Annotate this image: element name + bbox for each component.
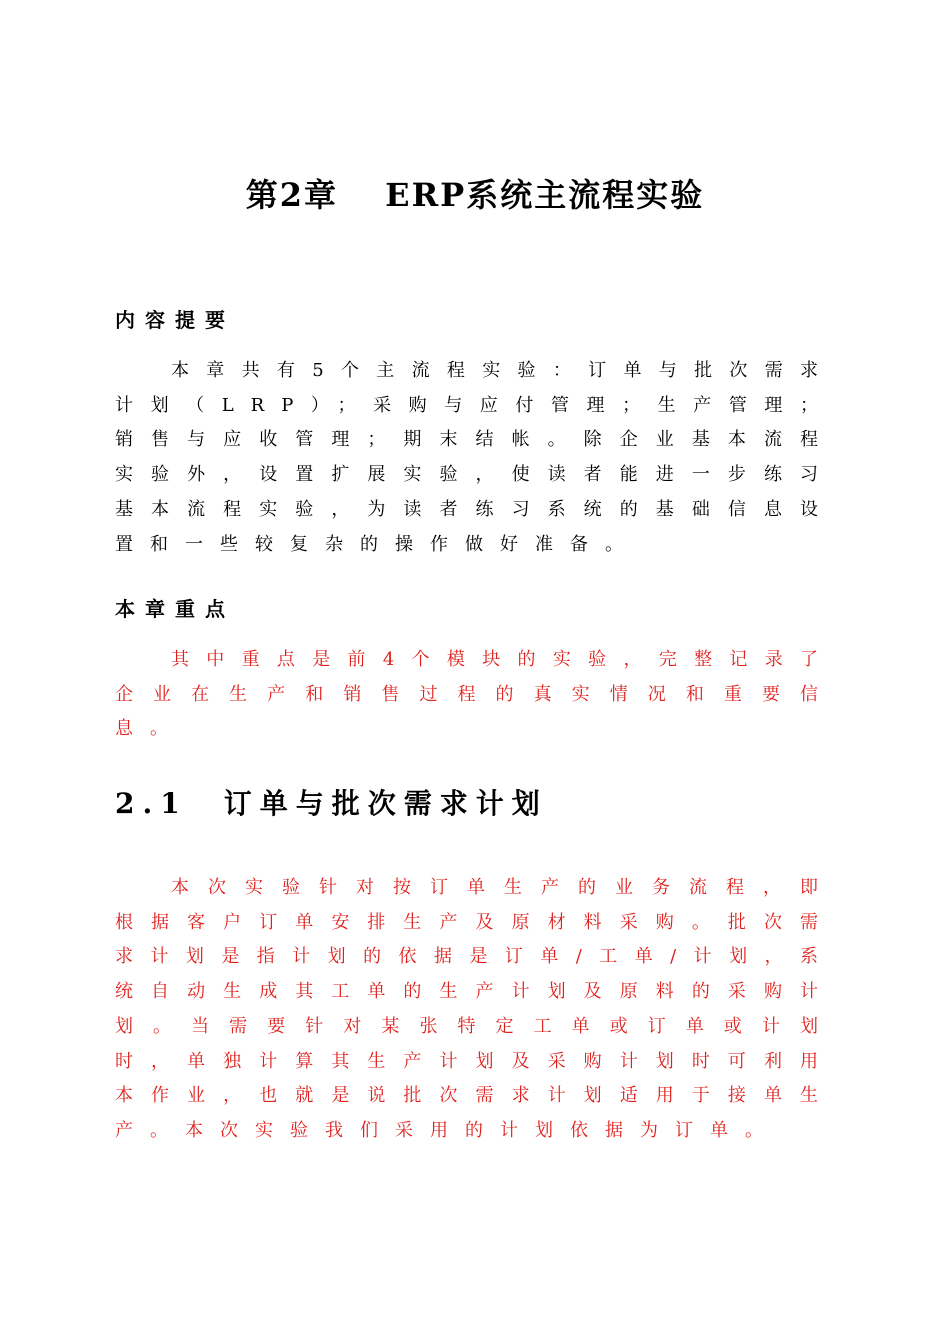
key-points-paragraph: 其中重点是前4个模块的实验，完整记录了企业在生产和销售过程的真实情况和重要信息。 [115,649,835,740]
key-points-heading: 本章重点 [115,597,235,621]
section-paragraph: 本次实验针对按订单生产的业务流程，即根据客户订单安排生产及原材料采购。批次需求计划是指计划的依据是订单/工单/计划，系统自动生成其工单的生产计划及原料的采购计划。当需要针对某张特定工单或订单或计划时，单独计算其生产计划及采购计划时可利用本作业，也就是说批次需求计划适用于接单生产。本次实验我们采用的计划依据为订单。 [115,877,835,1141]
chapter-title: 第2章 ERP系统主流程实验 [245,176,705,214]
summary-heading: 内容提要 [115,308,235,332]
section-title: 2.1 订单与批次需求计划 [115,787,548,820]
summary-paragraph: 本章共有5个主流程实验：订单与批次需求计划（LRP）；采购与应付管理；生产管理；销售与应收管理；期末结帐。除企业基本流程实验外，设置扩展实验，使读者能进一步练习基本流程实验，为读者练习系统的基础信息设置和一些较复杂的操作做好准备。 [115,360,835,555]
